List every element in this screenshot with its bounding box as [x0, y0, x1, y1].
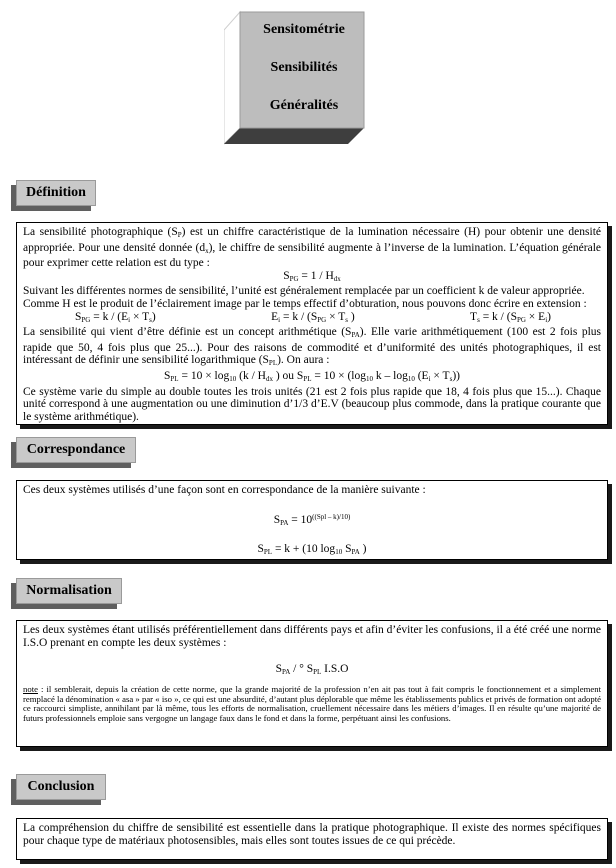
formula-spg: $S_{PG} = k / (E_i \times T_s)$ [75, 310, 156, 324]
section-label-definition: Définition [16, 180, 96, 206]
formula-ei: $E_i = k / (S_{PG} \times T_s$ ) [271, 310, 355, 324]
formula-ts: $T_s = k / (S_{PG} \times E_i)$ [470, 310, 551, 324]
correspondance-intro: Ces deux systèmes utilisés d’une façon sont en correspondance de la manière suivante : [23, 484, 426, 496]
normalisation-note: note : il semblerait, depuis la création de cette norme, que la grande majorité de la profession n’en ait pas tout à fait compris le fonctionnement et a simplement remplacé la dénomination « asa » par « iso », ce qui est une absurdité, d’autant plus déplorable que même les établissements publics et privés de formation ont adopté ce raccourci simpliste, annihilant par là même, tous les efforts de normalisation, cruellement nécessaire dans les métiers d’images. Il en résulte qu’une majorité de futurs professionnels emploie sans vergogne un langage faux dans le fond et dans la forme, perpétuant ainsi les confusions. [23, 683, 601, 724]
correspondance-equation-spa: $S_{PA} = 10^{((Spl - k)/10)}$ [273, 512, 351, 527]
section-label-normalisation: Normalisation [16, 578, 122, 604]
title-sensitometrie: Sensitométrie [263, 22, 345, 37]
correspondance-box [16, 480, 608, 560]
title-generalites: Généralités [269, 98, 339, 113]
definition-paragraph-5: Ce système varie du simple au double toutes les trois unités (21 est 2 fois plus rapide que 18, 4 fois plus que 15...). Chaque unité correspond à une augmentation ou une diminution d’1/3 d’E.V (beaucoup plus commode, dans la pratique courante que le système arithmétique). [23, 385, 601, 423]
section-label-correspondance: Correspondance [16, 437, 136, 463]
normalisation-text: Les deux systèmes étant utilisés préférentiellement dans différents pays et afin d’éviter les confusions, il a été créé une norme I.S.O prenant en compte les deux systèmes : [23, 624, 601, 649]
definition-paragraph-4: La sensibilité qui vient d’être définie est un concept arithmétique $(S_{PA})$. Elle varie arithmétiquement (100 est 2 fois plus rapide que 50, 4 fois plus que 25...). Pour des raisons de commodité et d’uniformité des unités photographiques, il est intéressant de définir une sensibilité logarithmique $(S_{PL})$. On aura : [23, 326, 602, 368]
definition-paragraph-1: La sensibilité photographique $(S_P)$ est un chiffre caractéristique de la lumination nécessaire (H) pour obtenir une densité appropriée. Pour une densité donnée $(d_x)$, le chiffre de sensibilité augmente à l’inverse de la lumination. L’équation générale pour exprimer cette relation est du type : [23, 226, 602, 270]
title-block [224, 10, 366, 146]
section-label-conclusion: Conclusion [16, 774, 106, 800]
note-label: note [23, 683, 38, 694]
definition-paragraph-2: Suivant les différentes normes de sensibilité, l’unité est généralement remplacée par un coefficient k de valeur appropriée. [23, 285, 585, 298]
correspondance-equation-spl: $S_{PL} = k + (10$ $\log_{10} S_{PA}$ ) [257, 543, 367, 557]
definition-equation-spl: $S_{PL} = 10 \times \log_{10} (k / H_{dx}$ ) ou $S_{PL} = 10 \times (\log_{10}$ $k - \log_{10} (E_i \times T_s)$) [164, 369, 460, 383]
normalisation-equation: $S_{PA}$ / ° $S_{PL}$ I.S.O [275, 663, 349, 677]
normalisation-box [16, 620, 608, 747]
definition-paragraph-3: Comme H est le produit de l’éclairement image par le temps effectif d’obturation, nous pouvons donc écrire en extension : [23, 297, 587, 310]
definition-box [16, 222, 608, 425]
definition-equation-spg: $S_{PG} = 1 / H_{dx}$ [283, 269, 341, 283]
conclusion-box [16, 818, 608, 860]
conclusion-text: La compréhension du chiffre de sensibilité est essentielle dans la pratique photographique. Il existe des normes spécifiques pour chaque type de matériaux photosensibles, mais elles sont toutes issues de ce qui précède. [23, 822, 601, 847]
title-sensibilites: Sensibilités [270, 60, 338, 75]
definition-formula-row [23, 311, 601, 327]
